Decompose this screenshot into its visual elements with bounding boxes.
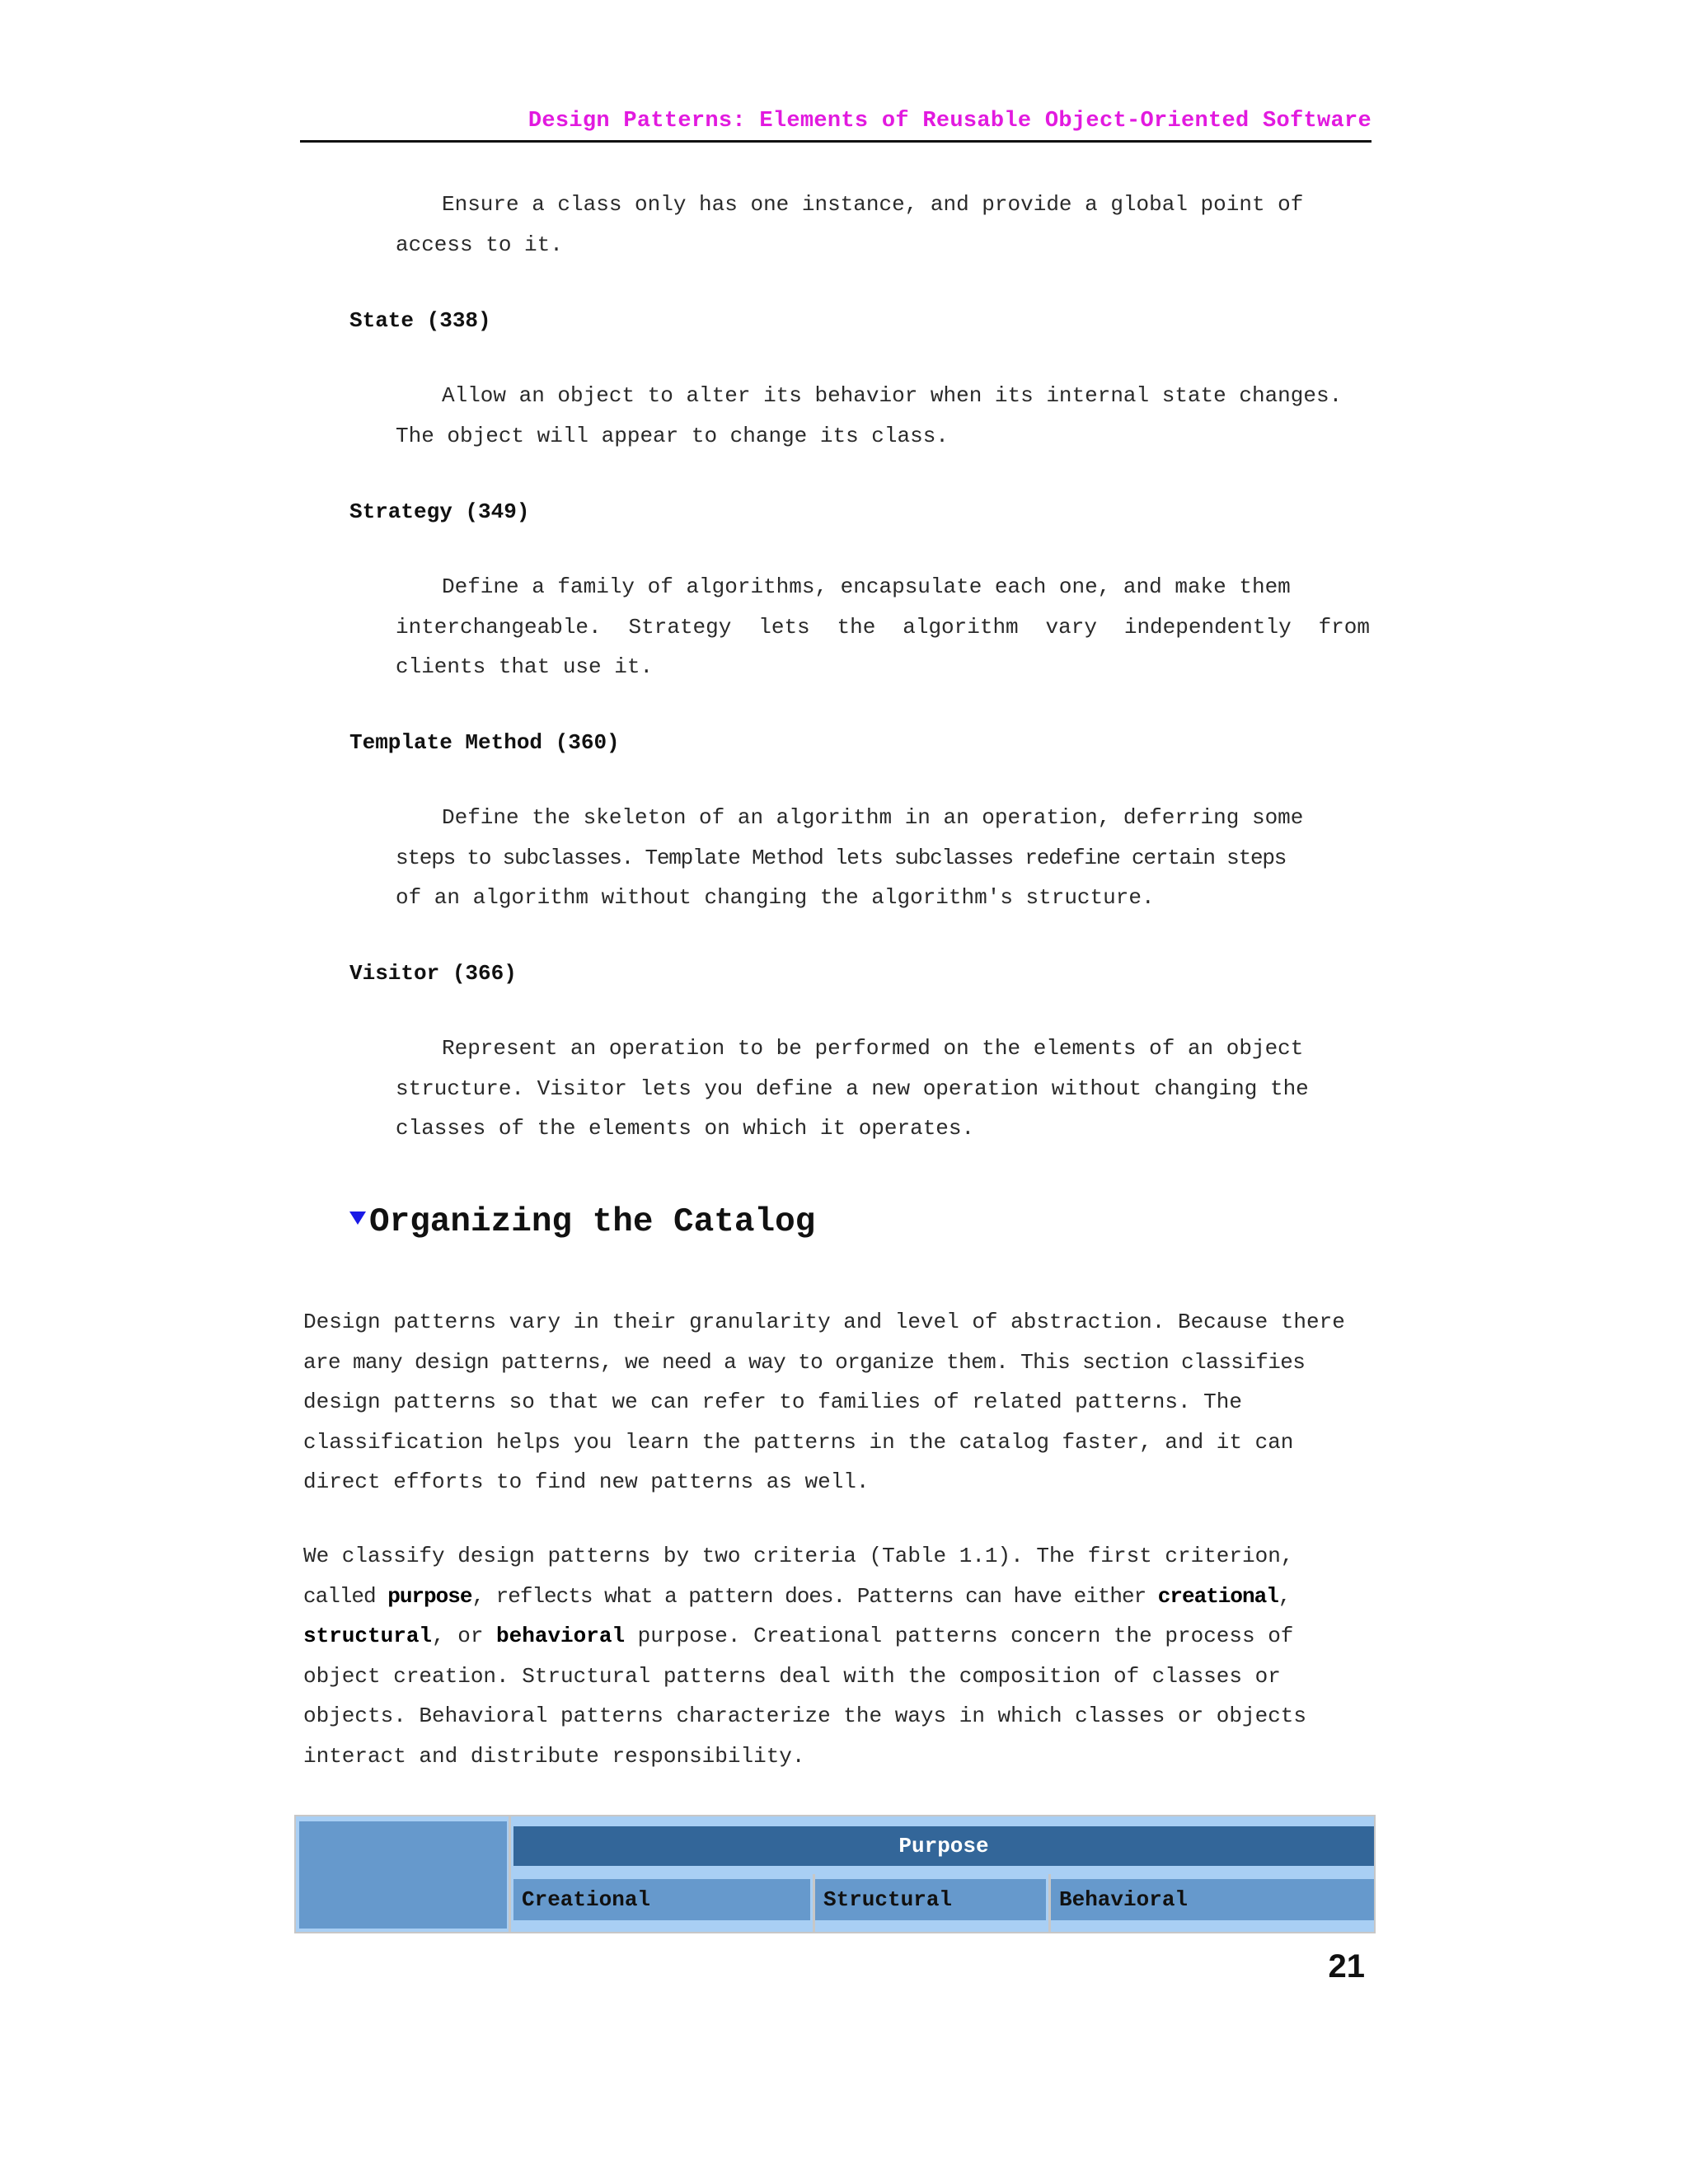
text-line: steps to subclasses. Template Method lets subclasses redefine certain steps xyxy=(396,845,1287,870)
text-line: direct efforts to find new patterns as well. xyxy=(303,1469,870,1494)
text-line: design patterns so that we can refer to families of related patterns. The xyxy=(303,1390,1242,1414)
text-line: Represent an operation to be performed on the elements of an object xyxy=(442,1036,1304,1061)
page-number: 21 xyxy=(1328,1948,1365,1985)
paragraph-criteria xyxy=(303,1536,1370,1776)
table-corner-cell xyxy=(299,1821,507,1929)
pattern-name-state: State (338) xyxy=(349,308,491,333)
paragraph-organizing xyxy=(303,1302,1370,1502)
text-segment: purpose. Creational patterns concern the process of xyxy=(625,1624,1294,1648)
text-segment: , reflects what a pattern does. Patterns can have either xyxy=(471,1583,1158,1609)
header-rule xyxy=(300,140,1372,143)
text-line: Define a family of algorithms, encapsulate each one, and make them xyxy=(442,574,1291,599)
text-line: interact and distribute responsibility. xyxy=(303,1743,805,1769)
term-purpose: purpose xyxy=(387,1583,472,1609)
pattern-name-template-method: Template Method (360) xyxy=(349,730,620,755)
text-segment: called xyxy=(303,1583,388,1609)
text-line: classes of the elements on which it operates. xyxy=(396,1116,975,1141)
pattern-name-strategy: Strategy (349) xyxy=(349,499,530,524)
table-column-behavioral: Behavioral xyxy=(1051,1879,1374,1920)
triangle-down-icon[interactable] xyxy=(349,1212,366,1225)
pattern-intent-strategy xyxy=(396,567,1370,687)
term-structural: structural xyxy=(303,1624,433,1648)
text-line: are many design patterns, we need a way to organize them. This section classifies xyxy=(303,1349,1306,1375)
text-line: Allow an object to alter its behavior when its internal state changes. xyxy=(442,383,1343,408)
text-line: object creation. Structural patterns deal with the composition of classes or xyxy=(303,1663,1281,1689)
text-line: We classify design patterns by two criteria (Table 1.1). The first criterion, xyxy=(303,1544,1294,1568)
pattern-name-visitor: Visitor (366) xyxy=(349,961,517,986)
pattern-intent-template-method xyxy=(396,798,1370,918)
text-segment: , xyxy=(1278,1583,1291,1609)
text-line: objects. Behavioral patterns characterize the ways in which classes or objects xyxy=(303,1704,1306,1728)
text-line: of an algorithm without changing the algorithm's structure. xyxy=(396,885,1155,910)
text-line: clients that use it. xyxy=(396,654,654,679)
text-line: Design patterns vary in their granularity and level of abstraction. Because there xyxy=(303,1310,1345,1334)
singleton-intent xyxy=(396,185,1370,265)
text-line: classification helps you learn the patterns in the catalog faster, and it can xyxy=(303,1429,1294,1455)
text-line: access to it. xyxy=(396,232,563,257)
text-line: structure. Visitor lets you define a new operation without changing the xyxy=(396,1076,1309,1101)
text-line: The object will appear to change its class. xyxy=(396,423,949,448)
text-line: Ensure a class only has one instance, and provide a global point of xyxy=(442,192,1304,217)
term-creational: creational xyxy=(1157,1583,1278,1609)
section-heading-text: Organizing the Catalog xyxy=(369,1203,816,1241)
text-line: Define the skeleton of an algorithm in an operation, deferring some xyxy=(442,805,1304,830)
text-line: interchangeable. Strategy lets the algorithm vary independently from xyxy=(396,614,1370,640)
pattern-classification-table xyxy=(294,1815,1376,1933)
text-segment: , or xyxy=(432,1624,497,1648)
table-column-structural: Structural xyxy=(815,1879,1046,1920)
term-behavioral: behavioral xyxy=(496,1624,626,1648)
table-column-creational: Creational xyxy=(513,1879,810,1920)
pattern-intent-state xyxy=(396,376,1370,456)
table-header-purpose: Purpose xyxy=(513,1826,1374,1866)
section-heading xyxy=(349,1203,815,1241)
pattern-intent-visitor xyxy=(396,1029,1370,1149)
running-header-title: Design Patterns: Elements of Reusable Object-Oriented Software xyxy=(528,109,1372,134)
table-divider xyxy=(509,1816,511,1932)
